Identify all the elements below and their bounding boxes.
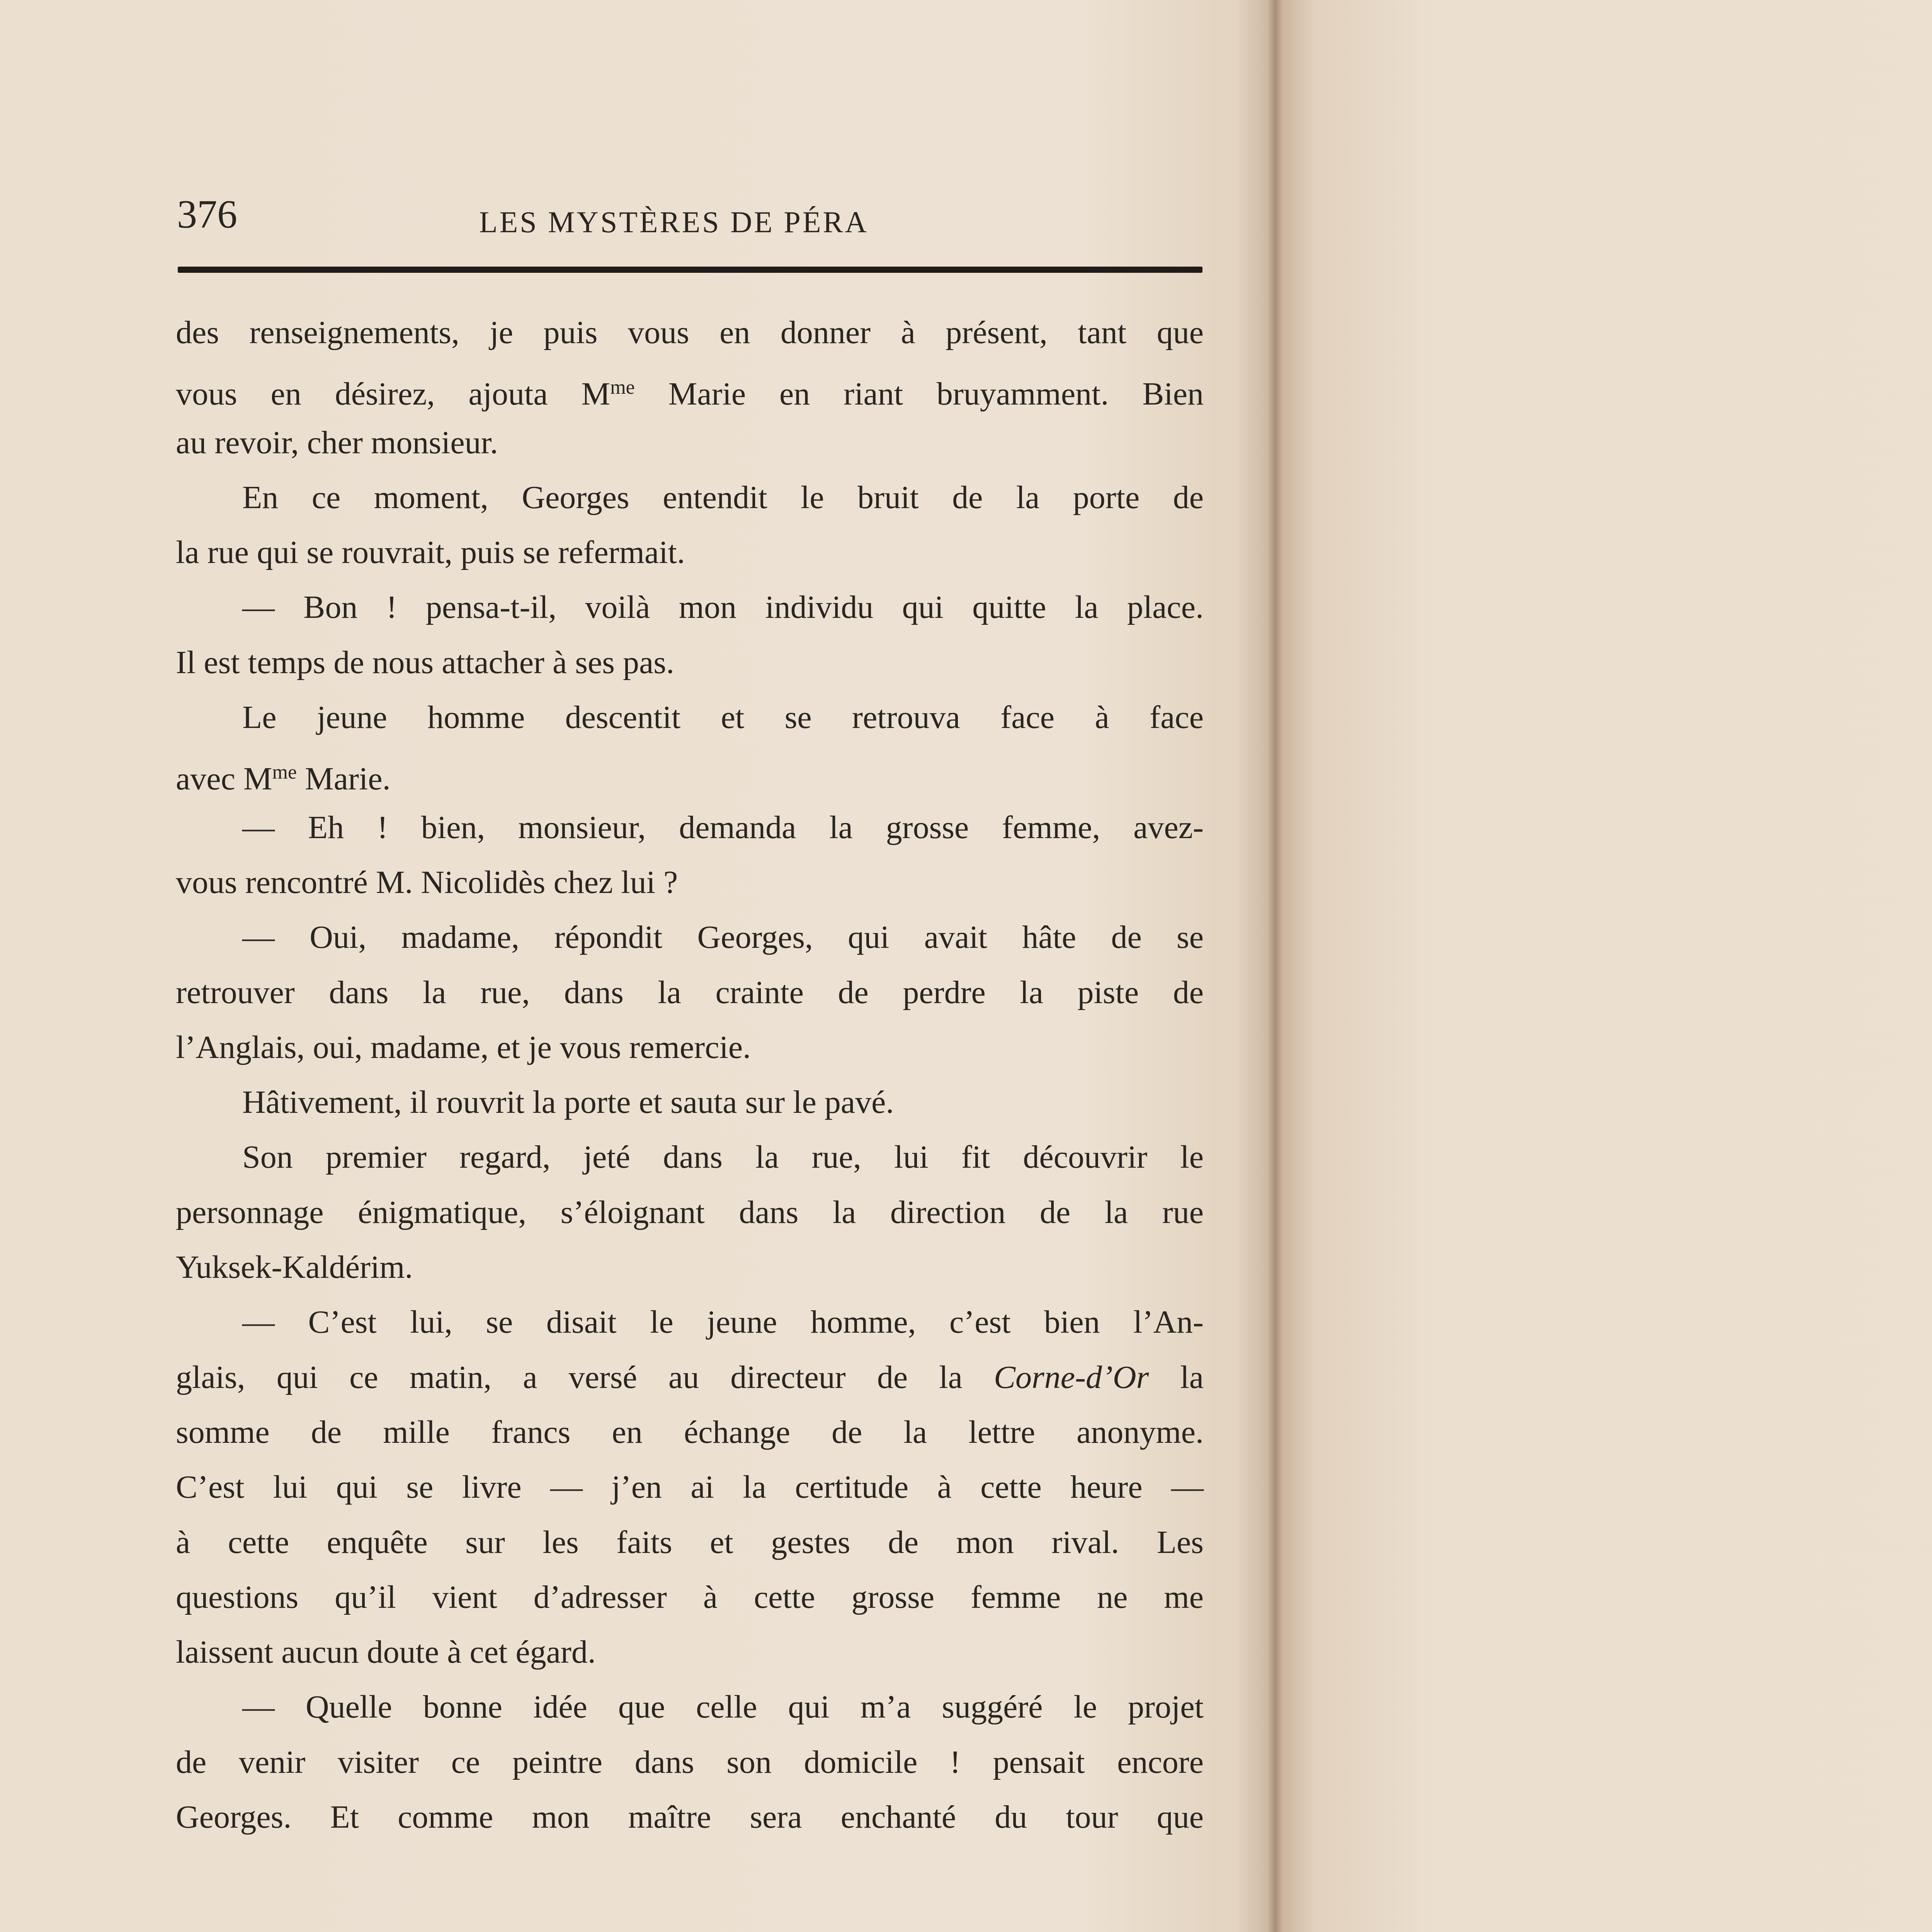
text-line: vous rencontré M. Nicolidès chez lui ? (176, 864, 678, 900)
text-line: Yuksek-Kaldérim. (176, 1249, 413, 1286)
superscript: me (272, 761, 297, 784)
text-line: somme de mille francs en échange de la lettre anonyme. (176, 1414, 1204, 1450)
body-text (176, 305, 1204, 1845)
text-fragment: vous en désirez, ajouta M (176, 376, 611, 412)
text-line: En ce moment, Georges entendit le bruit de la porte de (242, 479, 1204, 515)
text-line: laissent aucun doute à cet égard. (176, 1634, 596, 1670)
text-line: Le jeune homme descentit et se retrouva face à face (242, 699, 1204, 736)
text-line: à cette enquête sur les faits et gestes de mon rival. Les (176, 1524, 1204, 1560)
running-head: LES MYSTÈRES DE PÉRA (479, 205, 869, 239)
superscript: me (610, 376, 635, 399)
text-line: la rue qui se rouvrait, puis se refermait. (176, 534, 685, 571)
text-line: — Quelle bonne idée que celle qui m’a suggéré le projet (242, 1689, 1204, 1725)
text-line: de venir visiter ce peintre dans son domicile ! pensait encore (176, 1744, 1204, 1780)
italic-title: Corne-d’Or (993, 1359, 1149, 1395)
text-line: des renseignements, je puis vous en donner à présent, tant que (176, 315, 1204, 350)
text-line: retrouver dans la rue, dans la crainte de perdre la piste de (176, 974, 1204, 1010)
text-line: Georges. Et comme mon maître sera enchanté du tour que (176, 1799, 1204, 1835)
text-line (176, 360, 1204, 415)
page-number: 376 (177, 192, 237, 236)
text-line: questions qu’il vient d’adresser à cette grosse femme ne me (176, 1579, 1204, 1615)
text-line: — Oui, madame, répondit Georges, qui avait hâte de se (242, 919, 1204, 956)
text-fragment: avec M (176, 761, 272, 797)
header-rule (178, 267, 1202, 273)
text-fragment: Marie en riant bruyamment. Bien (634, 376, 1204, 412)
book-gutter (1267, 0, 1283, 1932)
text-fragment: glais, qui ce matin, a versé au directeur de la (176, 1359, 994, 1395)
text-line: Il est temps de nous attacher à ses pas. (176, 644, 674, 680)
text-line: — Eh ! bien, monsieur, demanda la grosse femme, avez- (242, 809, 1204, 845)
text-line (176, 1350, 1204, 1405)
text-fragment: la (1149, 1359, 1204, 1395)
text-line (176, 745, 1204, 800)
text-fragment: Marie. (297, 761, 391, 797)
text-line: personnage énigmatique, s’éloignant dans la direction de la rue (176, 1194, 1204, 1230)
text-line: — Bon ! pensa-t-il, voilà mon individu qui quitte la place. (242, 589, 1204, 626)
text-line: Son premier regard, jeté dans la rue, lui fit découvrir le (242, 1139, 1204, 1175)
text-line: C’est lui qui se livre — j’en ai la certitude à cette heure — (176, 1469, 1204, 1505)
right-page (1275, 0, 1932, 1932)
text-line: — C’est lui, se disait le jeune homme, c’est bien l’An- (242, 1304, 1204, 1340)
text-line: l’Anglais, oui, madame, et je vous remercie. (176, 1029, 751, 1065)
text-line: Hâtivement, il rouvrit la porte et sauta sur le pavé. (242, 1084, 894, 1121)
text-line: au revoir, cher monsieur. (176, 424, 498, 461)
